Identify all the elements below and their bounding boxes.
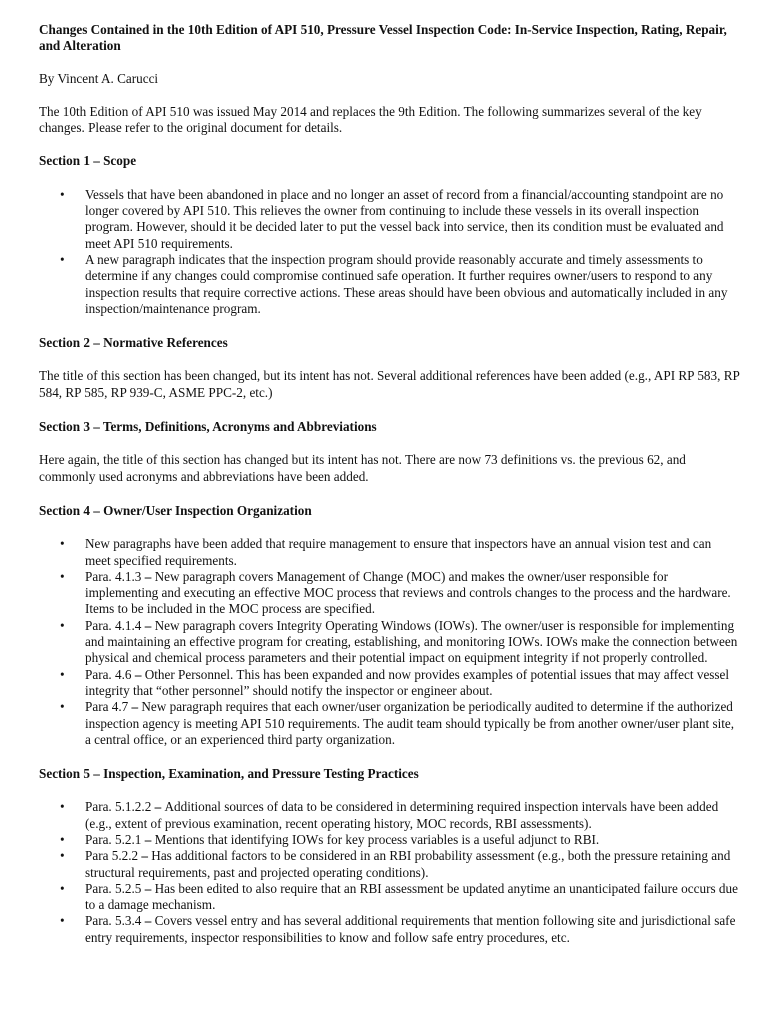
section-5-heading: Section 5 – Inspection, Examination, and Pressure Testing Practices [39,766,419,782]
bullet-text: Vessels that have been abandoned in place and no longer an asset of record from a financial/accounting standpoint are no longer covered by API 510. This relieves the owner from continuing to include these vessels in its overall inspection program. However, should it be decided later to put the vessel back into service, then its condition must be evaluated and meet API 510 requirements. [85,186,724,251]
dash-separator: – [134,666,145,682]
dash-separator: – [144,913,155,929]
dash-separator: – [154,799,165,815]
document-title: Changes Contained in the 10th Edition of API 510, Pressure Vessel Inspection Code: In-Service Inspection, Rating, Repair, and Alteration [39,22,727,54]
bullet-icon: • [60,799,65,815]
author-byline: By Vincent A. Carucci [39,70,159,86]
section-4-bullet-list [39,536,740,748]
section-3-paragraph: Here again, the title of this section has changed but its intent has not. There are now 73 definitions vs. the previous 62, and commonly used acronyms and abbreviations have been added. [39,452,686,484]
paragraph-reference: Para 4.7 [85,699,129,715]
bullet-icon: • [60,699,65,715]
intro-paragraph: The 10th Edition of API 510 was issued May 2014 and replaces the 9th Edition. The following summarizes several of the key changes. Please refer to the original document for details. [39,103,702,136]
list-item [39,799,740,832]
bullet-text: Other Personnel. This has been expanded and now provides examples of potential issues that may affect vessel integrity that “other personnel” should notify the inspector or engineer about. [85,666,730,698]
bullet-icon: • [60,831,65,847]
dash-separator: – [144,568,155,584]
bullet-text: New paragraphs have been added that require management to ensure that inspectors have an annual vision test and can meet specified requirements. [85,536,712,568]
list-item [39,618,740,667]
list-item [39,699,740,748]
dash-separator: – [141,848,152,864]
paragraph-reference: Para. 5.1.2.2 [85,799,152,815]
list-item [39,667,740,700]
bullet-text: Mentions that identifying IOWs for key process variables is a useful adjunct to RBI. [154,831,600,847]
paragraph-reference: Para. 5.2.5 [85,880,142,896]
paragraph-reference: Para. 4.1.4 [85,617,142,633]
section-2-paragraph: The title of this section has been changed, but its intent has not. Several additional references have been added (e.g., API RP 583, RP 584, RP 585, RP 939-C, ASME PPC-2, etc.) [39,368,740,400]
section-5-bullet-list [39,799,740,946]
section-1-heading: Section 1 – Scope [39,153,137,169]
bullet-icon: • [60,536,65,552]
bullet-text: New paragraph covers Integrity Operating Windows (IOWs). The owner/user is responsible for implementing and maintaining an effective program for creating, establishing, and monitoring IOWs. IOWs make the connection between physical and chemical process parameters and their potential impact on equipment integrity if not properly controlled. [85,617,738,666]
list-item [39,569,740,618]
bullet-icon: • [60,617,65,633]
bullet-icon: • [60,848,65,864]
bullet-icon: • [60,568,65,584]
paragraph-reference: Para. 5.2.1 [85,831,142,847]
bullet-icon: • [60,186,65,202]
dash-separator: – [144,880,155,896]
bullet-text: New paragraph covers Management of Change (MOC) and makes the owner/user responsible for implementing and executing an effective MOC process that reviews and controls changes to the process and the hardware. Items to be included in the MOC process are specified. [85,568,731,617]
bullet-text: Has been edited to also require that an RBI assessment be updated anytime an unanticipated failure occurs due to a damage mechanism. [85,880,738,913]
bullet-icon: • [60,913,65,929]
paragraph-reference: Para 5.2.2 [85,848,139,864]
list-item [39,881,740,914]
bullet-icon: • [60,880,65,896]
bullet-icon: • [60,666,65,682]
paragraph-reference: Para. 5.3.4 [85,913,142,929]
bullet-text: Has additional factors to be considered in an RBI probability assessment (e.g., both the pressure retaining and structural requirements, past and projected operating conditions). [85,848,731,880]
list-item [39,913,740,946]
list-item [39,187,740,252]
bullet-text: New paragraph requires that each owner/user organization be periodically audited to determine if the authorized inspection agency is meeting API 510 requirements. The audit team should typically be from another owner/user plant site, a central office, or an experienced third party organization. [85,699,735,747]
list-item [39,848,740,881]
bullet-text: Covers vessel entry and has several additional requirements that mention following site and jurisdictional safe entry requirements, inspector responsibilities to know and follow safe entry procedures, etc. [85,913,736,945]
dash-separator: – [131,699,142,715]
paragraph-reference: Para. 4.1.3 [85,568,142,584]
dash-separator: – [144,831,155,847]
section-3-heading: Section 3 – Terms, Definitions, Acronyms and Abbreviations [39,419,377,435]
paragraph-reference: Para. 4.6 [85,666,132,682]
list-item [39,832,740,848]
bullet-icon: • [60,251,65,267]
list-item [39,252,740,317]
list-item [39,536,740,569]
section-2-heading: Section 2 – Normative References [39,335,228,351]
section-4-heading: Section 4 – Owner/User Inspection Organization [39,502,312,518]
bullet-text: A new paragraph indicates that the inspection program should provide reasonably accurate and timely assessments to determine if any changes could compromise continued safe operation. It further requires owner/users to respond to any inspection results that require corrective actions. These areas should have been obvious and automatically included in any inspection/maintenance program. [85,251,728,316]
dash-separator: – [144,617,155,633]
section-1-bullet-list [39,187,740,317]
bullet-text: Additional sources of data to be considered in determining required inspection intervals have been added (e.g., extent of previous examination, recent operating history, MOC records, RBI assessments). [85,799,719,831]
